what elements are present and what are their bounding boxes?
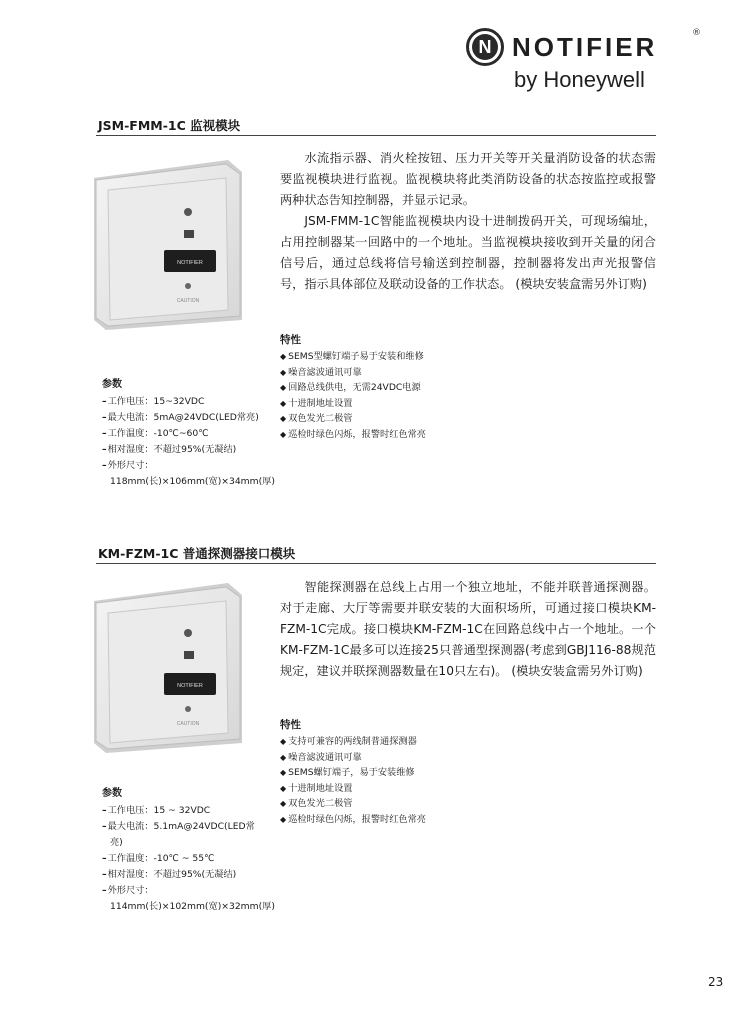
param-item: – 工作温度：-10℃ ~ 55℃ [102,851,267,867]
svg-text:CAUTION: CAUTION [176,721,200,727]
feature-item: ◆ 双色发光二极管 [280,411,426,427]
monitor-module-image [94,160,242,330]
notifier-logo [466,26,706,96]
feature-item: ◆ 回路总线供电，无需24VDC电源 [280,380,426,396]
svg-text:CAUTION: CAUTION [176,298,200,304]
param-item: – 工作温度：-10℃~60℃ [102,426,267,442]
feature-item: ◆ 噪音滤波通讯可靠 [280,750,426,766]
description-paragraph: 智能探测器在总线上占用一个独立地址，不能并联普通探测器。对于走廊、大厅等需要并联安装的大面积场所，可通过接口模块KM-FZM-1C完成。接口模块KM-FZM-1C在回路总线中占一个地址。一个KM-FZM-1C最多可以连接25只普通型探测器(考虑到GBJ116-88规范规定，建议并联探测器数量在10只左右)。 (模块安装盒需另外订购) [280,580,656,678]
feature-item: ◆ 噪音滤波通讯可靠 [280,365,426,381]
feature-item: ◆ 十进制地址设置 [280,396,426,412]
param-item: – 相对湿度：不超过95%(无凝结) [102,867,267,883]
feature-item: ◆ 双色发光二极管 [280,796,426,812]
features-heading: 特性 [280,334,301,346]
param-item: – 最大电流：5mA@24VDC(LED常亮) [102,410,267,426]
feature-item: ◆ 十进制地址设置 [280,781,426,797]
brand-name: NOTIFIER [512,32,658,62]
feature-item: ◆ SEMS螺钉端子，易于安装维修 [280,765,426,781]
params-heading: 参数 [102,379,122,390]
section-title-detector-interface-module: KM-FZM-1C 普通探测器接口模块 [98,546,296,561]
section-divider [96,135,656,136]
svg-text:NOTIFIER: NOTIFIER [177,260,203,266]
params-list [102,803,275,915]
page-number: 23 [708,975,724,989]
section-title-monitor-module: JSM-FMM-1C 监视模块 [98,118,241,133]
brand-subtitle: by Honeywell [514,67,645,92]
detector-interface-module-description [280,577,656,682]
notifier-emblem-icon: N [466,28,504,66]
param-item: – 最大电流：5.1mA@24VDC(LED常亮) [102,819,267,851]
registered-mark: ® [692,28,701,38]
detector-interface-module-image [94,583,242,753]
svg-text:NOTIFIER: NOTIFIER [177,683,203,689]
params-list [102,394,275,490]
feature-item: ◆ 支持可兼容的两线制普通探测器 [280,734,426,750]
params-heading: 参数 [102,788,122,799]
description-paragraph: 水流指示器、消火栓按钮、压力开关等开关量消防设备的状态需要监视模块进行监视。监视模块将此类消防设备的状态按监控或报警两种状态告知控制器，并显示记录。 [280,151,656,207]
features-list [280,734,426,827]
monitor-module-description [280,148,656,295]
feature-item: ◆ 巡检时绿色闪烁，报警时红色常亮 [280,812,426,828]
feature-item: ◆ SEMS型螺钉端子易于安装和维修 [280,349,426,365]
param-item: – 工作电压：15~32VDC [102,394,267,410]
param-item: – 相对湿度：不超过95%(无凝结) [102,442,267,458]
param-item: – 工作电压：15 ~ 32VDC [102,803,267,819]
param-item: – 外形尺寸：114mm(长)×102mm(宽)×32mm(厚) [102,883,267,915]
description-paragraph: JSM-FMM-1C智能监视模块内设十进制拨码开关，可现场编址，占用控制器某一回路中的一个地址。当监视模块接收到开关量的闭合信号后，通过总线将信号输送到控制器，控制器将发出声光报警信号，指示具体部位及联动设备的工作状态。 (模块安装盒需另外订购) [280,214,656,291]
features-heading: 特性 [280,719,301,731]
section-divider [96,563,656,564]
features-list [280,349,426,442]
feature-item: ◆ 巡检时绿色闪烁，报警时红色常亮 [280,427,426,443]
param-item: – 外形尺寸：118mm(长)×106mm(宽)×34mm(厚) [102,458,267,490]
